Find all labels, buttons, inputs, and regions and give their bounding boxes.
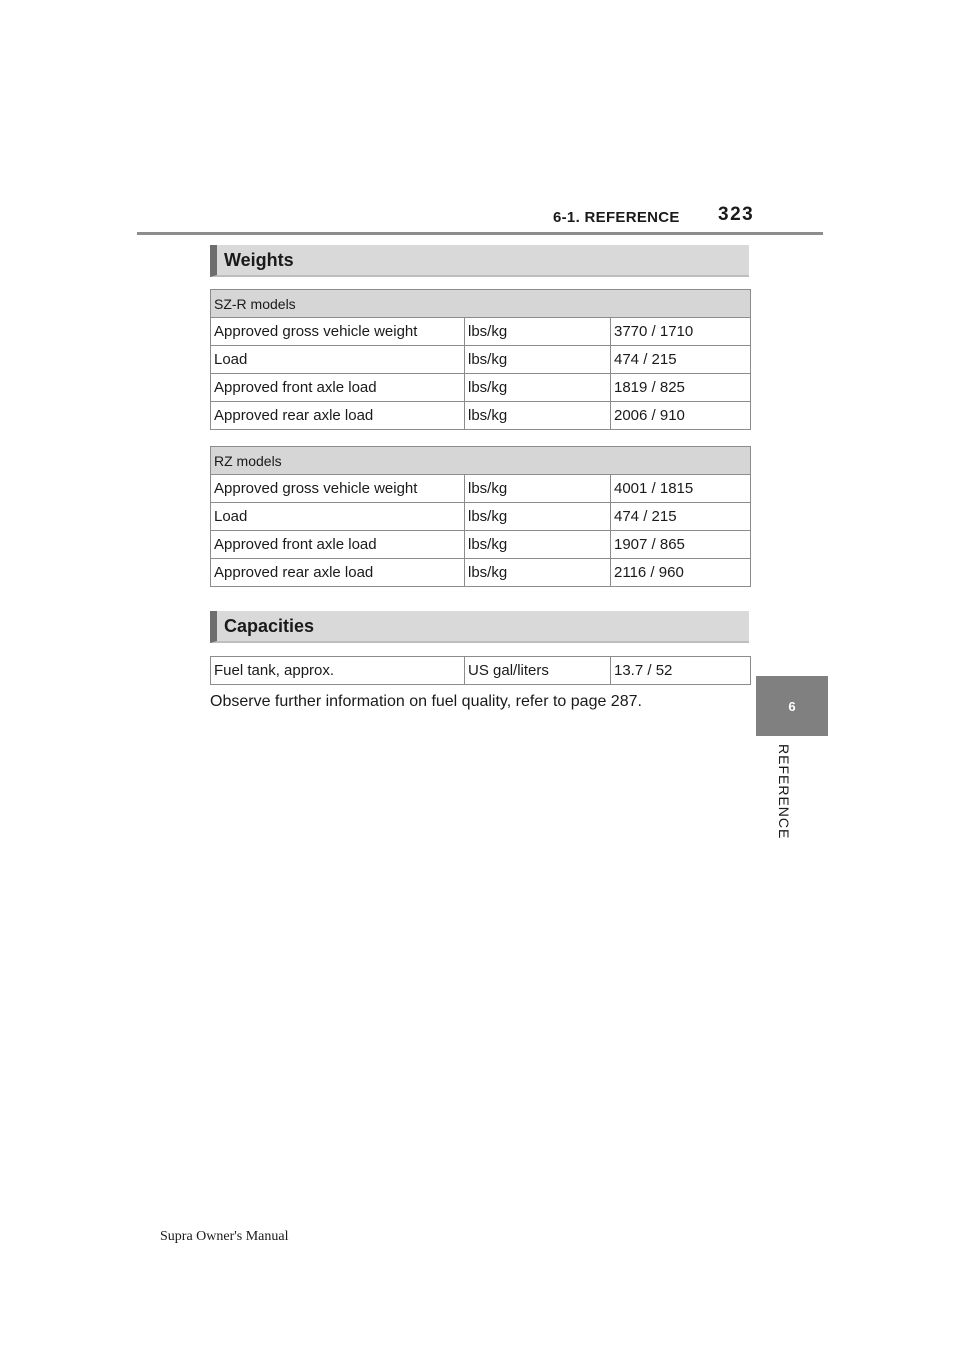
capacities-table	[210, 656, 751, 685]
table-row	[211, 503, 751, 531]
section-heading: 6-1. REFERENCE	[553, 209, 680, 226]
table-row	[211, 559, 751, 587]
table-row	[211, 374, 751, 402]
value-cell: 13.7 / 52	[611, 657, 751, 685]
page-number: 323	[718, 204, 755, 225]
unit-cell: lbs/kg	[465, 402, 611, 430]
value-cell: 4001 / 1815	[611, 475, 751, 503]
table-row	[211, 402, 751, 430]
sz-r-weights-table	[210, 289, 751, 430]
table-row	[211, 346, 751, 374]
unit-cell: lbs/kg	[465, 503, 611, 531]
unit-cell: lbs/kg	[465, 374, 611, 402]
chapter-tab[interactable]	[756, 676, 828, 736]
unit-cell: lbs/kg	[465, 318, 611, 346]
value-cell: 2006 / 910	[611, 402, 751, 430]
unit-cell: lbs/kg	[465, 346, 611, 374]
group-label: RZ models	[211, 447, 751, 475]
capacities-heading: Capacities	[210, 611, 749, 643]
chapter-label: REFERENCE	[776, 744, 792, 840]
value-cell: 2116 / 960	[611, 559, 751, 587]
item-cell: Load	[211, 346, 465, 374]
table-row	[211, 657, 751, 685]
item-cell: Approved front axle load	[211, 374, 465, 402]
item-cell: Approved gross vehicle weight	[211, 318, 465, 346]
table-row	[211, 475, 751, 503]
value-cell: 3770 / 1710	[611, 318, 751, 346]
unit-cell: lbs/kg	[465, 475, 611, 503]
item-cell: Approved gross vehicle weight	[211, 475, 465, 503]
table-group-header	[211, 290, 751, 318]
manual-footer: Supra Owner's Manual	[160, 1229, 289, 1244]
value-cell: 1907 / 865	[611, 531, 751, 559]
header-divider	[137, 232, 823, 235]
table-group-header	[211, 447, 751, 475]
table-row	[211, 318, 751, 346]
item-cell: Load	[211, 503, 465, 531]
item-cell: Approved front axle load	[211, 531, 465, 559]
value-cell: 474 / 215	[611, 503, 751, 531]
value-cell: 1819 / 825	[611, 374, 751, 402]
rz-weights-table	[210, 446, 751, 587]
weights-heading: Weights	[210, 245, 749, 277]
unit-cell: US gal/liters	[465, 657, 611, 685]
table-row	[211, 531, 751, 559]
unit-cell: lbs/kg	[465, 559, 611, 587]
item-cell: Approved rear axle load	[211, 402, 465, 430]
chapter-number: 6	[788, 698, 796, 714]
fuel-quality-note: Observe further information on fuel quality, refer to page 287.	[210, 693, 642, 710]
unit-cell: lbs/kg	[465, 531, 611, 559]
group-label: SZ-R models	[211, 290, 751, 318]
item-cell: Fuel tank, approx.	[211, 657, 465, 685]
value-cell: 474 / 215	[611, 346, 751, 374]
item-cell: Approved rear axle load	[211, 559, 465, 587]
